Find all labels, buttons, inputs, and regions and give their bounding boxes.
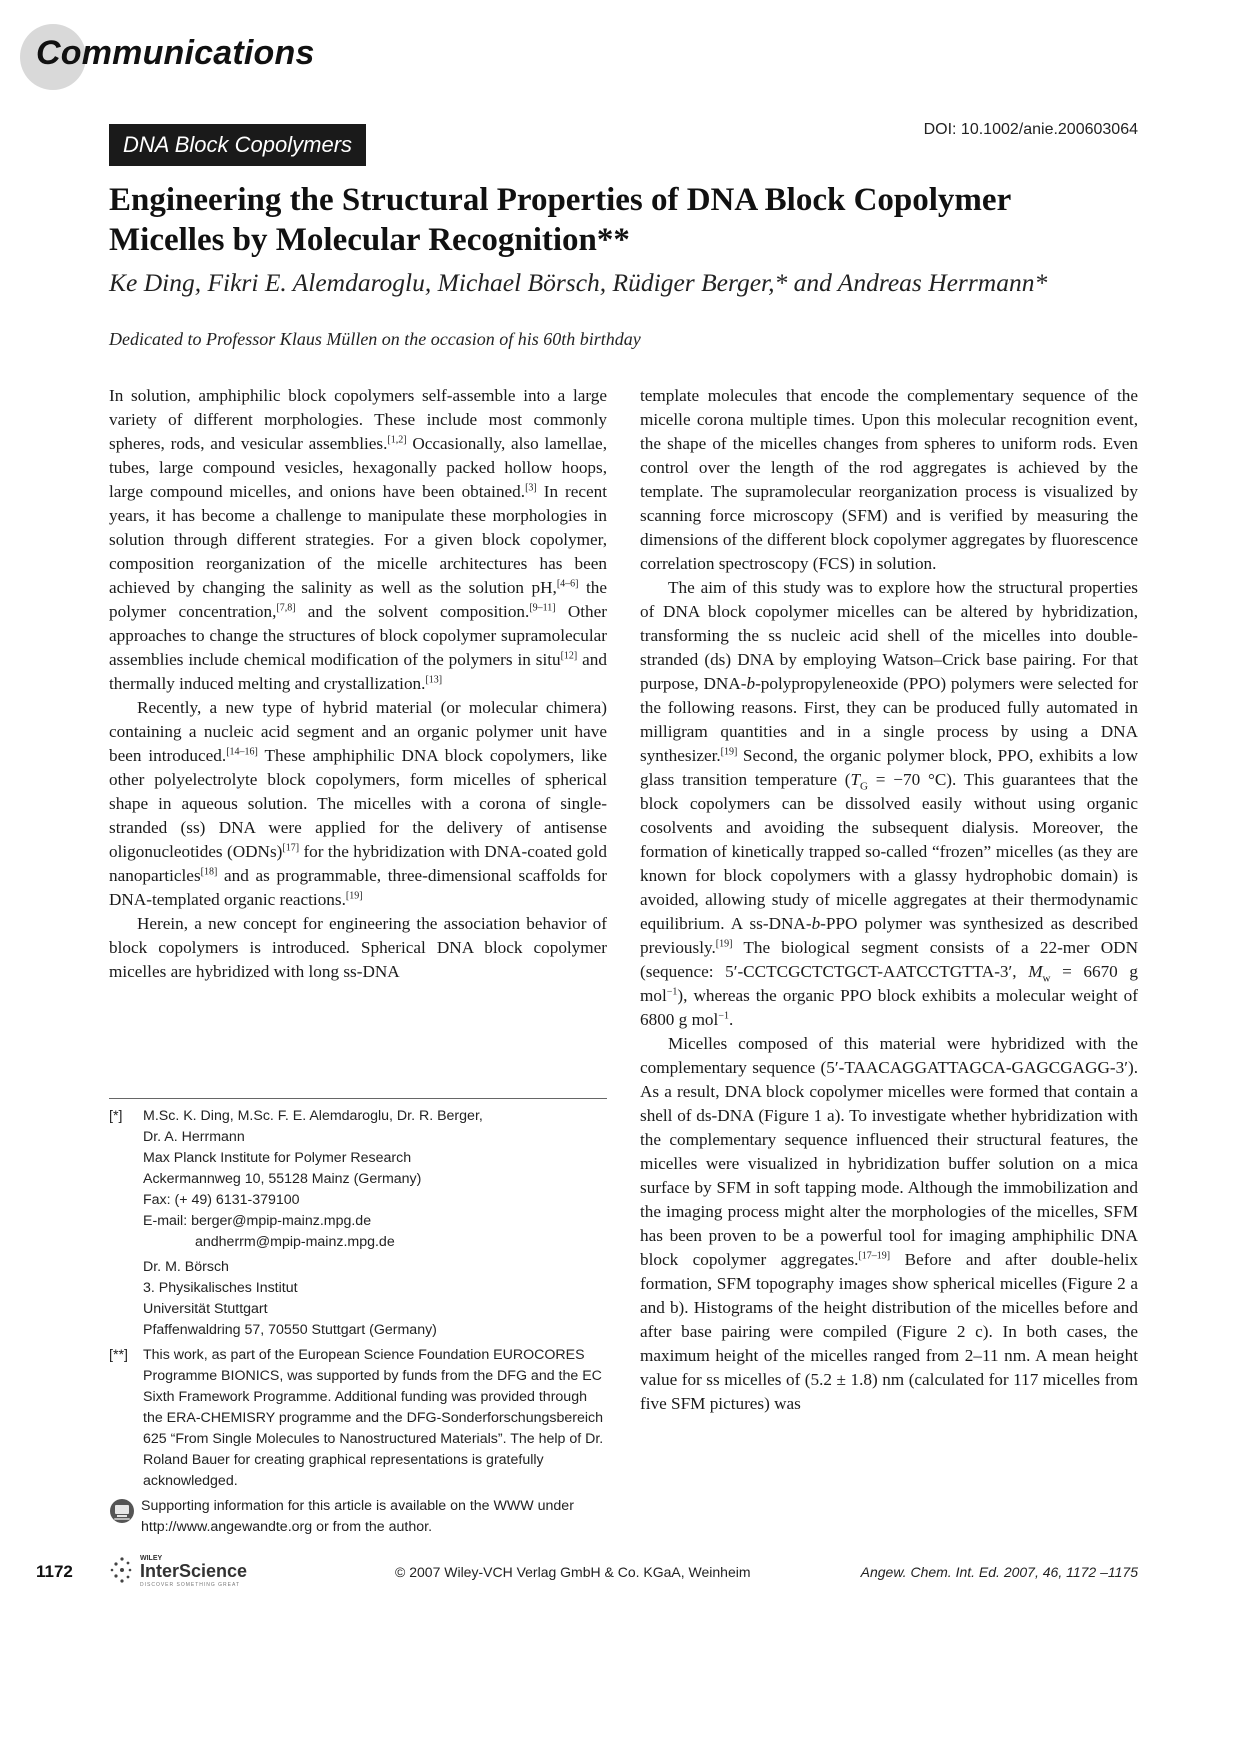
footnote-funding-text: This work, as part of the European Science Foundation EUROCORES Programme BIONICS, was supported by funds from the DFG and the EC Sixth Framework Programme. Additional funding was provided through the ERA-CHEMISRY programme and the DFG-Sonderforschungsbereich 625 “From Single Molecules to Nanostructured Materials”. The help of Dr. Roland Bauer for creating graphical representations is gratefully acknowledged.: [143, 1347, 604, 1489]
copyright: © 2007 Wiley-VCH Verlag GmbH & Co. KGaA, Weinheim: [395, 1564, 751, 1580]
interscience-logo-icon[interactable]: [108, 1550, 278, 1590]
body-column-right: [640, 384, 1138, 1416]
paragraph-5: The aim of this study was to explore how the structural properties of DNA block copolymer micelles can be altered by hybridization, transforming the ss nucleic acid shell of the micelles into double-stranded (ds) DNA by employing Watson–Crick base pairing. For that purpose, DNA-b-polypropyleneoxide (PPO) polymers were selected for the following reasons. First, they can be produced fully automated in milligram quantities and in a single process by using a DNA synthesizer.[19] Second, the organic polymer block, PPO, exhibits a low glass transition temperature ($T_G = -70$ °C). This guarantees that the block copolymers can be dissolved easily without using organic cosolvents and avoiding the subsequent dialysis. Moreover, the formation of kinetically trapped so-called “frozen” micelles (as they are known for block copolymers with a glassy hydrophobic domain) is avoided, allowing study of micelle aggregates at their thermodynamic equilibrium. A ss-DNA-b-PPO polymer was synthesized as described previously.[19] The biological segment consists of a 22-mer ODN (sequence: 5′-CCTCGCTCTGCT-AATCCTGTTA-3′, $M_w = 6670$ g mol$^{-1}$), whereas the organic PPO block exhibits a molecular weight of 6800 g mol$^{-1}$.: [640, 578, 1138, 1029]
logo-main-text: InterScience: [140, 1561, 248, 1581]
paragraph-1: In solution, amphiphilic block copolymers self-assemble into a large variety of different morphologies. These include most commonly spheres, rods, and vesicular assemblies.[1,2] Occasionally, also lamellae, tubes, large compound vesicles, hexagonally packed hollow hoops, large compound micelles, and onions have been obtained.[3] In recent years, it has become a challenge to manipulate these morphologies in solution through different strategies. For a given block copolymer, composition reorganization of the micelle architectures has been achieved by changing the salinity as well as the solution pH,[4–6] the polymer concentration,[7,8] and the solvent composition.[9–11] Other approaches to change the structures of block copolymer supramolecular assemblies include chemical modification of the polymers in situ[12] and thermally induced melting and crystallization.[13]: [109, 386, 608, 693]
dedication: Dedicated to Professor Klaus Müllen on the occasion of his 60th birthday: [109, 329, 641, 349]
footnote-line: Dr. A. Herrmann: [143, 1129, 245, 1145]
footnote-line: 3. Physikalisches Institut: [143, 1280, 298, 1296]
computer-icon: [109, 1498, 135, 1524]
author-list: Ke Ding, Fikri E. Alemdaroglu, Michael Börsch, Rüdiger Berger,* and Andreas Herrmann*: [109, 268, 1048, 297]
footnote-funding: [109, 1345, 607, 1492]
article-title: [109, 180, 1149, 260]
footnote-divider: [109, 1098, 607, 1099]
logo-wiley-text: WILEY: [140, 1555, 163, 1562]
footnote-line: Fax: (+ 49) 6131-379100: [143, 1192, 300, 1208]
footnote-line: M.Sc. K. Ding, M.Sc. F. E. Alemdaroglu, Dr. R. Berger,: [143, 1108, 483, 1124]
title-line-2: Micelles by Molecular Recognition**: [109, 222, 630, 258]
footnote-email[interactable]: andherrm@mpip-mainz.mpg.de: [195, 1234, 395, 1250]
footnote-line: Dr. M. Börsch: [143, 1259, 229, 1275]
footnote-line: Ackermannweg 10, 55128 Mainz (Germany): [143, 1171, 422, 1187]
footnote-line: Max Planck Institute for Polymer Research: [143, 1150, 412, 1166]
paragraph-6: Micelles composed of this material were hybridized with the complementary sequence (5′-TAACAGGATTAGCA-GAGCGAGG-3′). As a result, DNA block copolymer micelles were formed that contain a shell of ds-DNA (Figure 1 a). To investigate whether hybridization with the complementary sequence influenced their structural features, the micelles were visualized in hybridization buffer solution on a mica surface by SFM in soft tapping mode. Although the immobilization and the imaging process might alter the morphologies of the micelles, SFM has been proven to be a powerful tool for imaging amphiphilic DNA block copolymer aggregates.[17–19] Before and after double-helix formation, SFM topography images show spherical micelles (Figure 2 a and b). Histograms of the height distribution of the micelles before and after base pairing were compiled (Figure 2 c). In both cases, the maximum height of the micelles ranged from 2–11 nm. A mean height value for ss micelles of (5.2 ± 1.8) nm (calculated for 117 micelles from five SFM pictures) was: [640, 1034, 1138, 1413]
page-number: 1172: [36, 1562, 73, 1581]
footnote-line: Universität Stuttgart: [143, 1301, 268, 1317]
footnote-mark: [**]: [109, 1347, 128, 1363]
body-column-left: [109, 384, 607, 984]
footnote-affiliations: [109, 1106, 607, 1341]
footnote-mark: [*]: [109, 1108, 123, 1124]
footnote-line[interactable]: E-mail: berger@mpip-mainz.mpg.de: [143, 1213, 372, 1229]
supporting-info-text[interactable]: Supporting information for this article is available on the WWW under http://www.angewandte.org or from the author.: [141, 1498, 574, 1535]
topic-tag: DNA Block Copolymers: [109, 124, 366, 166]
paragraph-3: Herein, a new concept for engineering the association behavior of block copolymers is introduced. Spherical DNA block copolymer micelles are hybridized with long ss-DNA: [109, 914, 607, 981]
logo-tagline-text: DISCOVER SOMETHING GREAT: [140, 1582, 241, 1588]
paragraph-2: Recently, a new type of hybrid material (or molecular chimera) containing a nucleic acid segment and an organic polymer unit have been introduced.[14–16] These amphiphilic DNA block copolymers, like other polyelectrolyte block copolymers, form micelles of spherical shape in aqueous solution. The micelles with a corona of single-stranded (ss) DNA were applied for the delivery of antisense oligonucleotides (ODNs)[17] for the hybridization with DNA-coated gold nanoparticles[18] and as programmable, three-dimensional scaffolds for DNA-templated organic reactions.[19]: [109, 698, 608, 909]
section-label: Communications: [36, 34, 315, 72]
doi: DOI: 10.1002/anie.200603064: [923, 121, 1138, 138]
paragraph-4: template molecules that encode the complementary sequence of the micelle corona multiple times. Upon this molecular recognition event, the shape of the micelles changes from spheres to uniform rods. Even control over the length of the rod aggregates is achieved by the template. The supramolecular reorganization process is visualized by scanning force microscopy (SFM) and is verified by measuring the dimensions of the different block copolymer aggregates by fluorescence correlation spectroscopy (FCS) in solution.: [640, 386, 1138, 573]
footnotes: [109, 1106, 607, 1538]
supporting-info: [109, 1496, 607, 1538]
journal-citation: Angew. Chem. Int. Ed. 2007, 46, 1172 –1175: [860, 1564, 1138, 1580]
footnote-line: Pfaffenwaldring 57, 70550 Stuttgart (Germany): [143, 1322, 437, 1338]
title-line-1: Engineering the Structural Properties of DNA Block Copolymer: [109, 182, 1012, 218]
